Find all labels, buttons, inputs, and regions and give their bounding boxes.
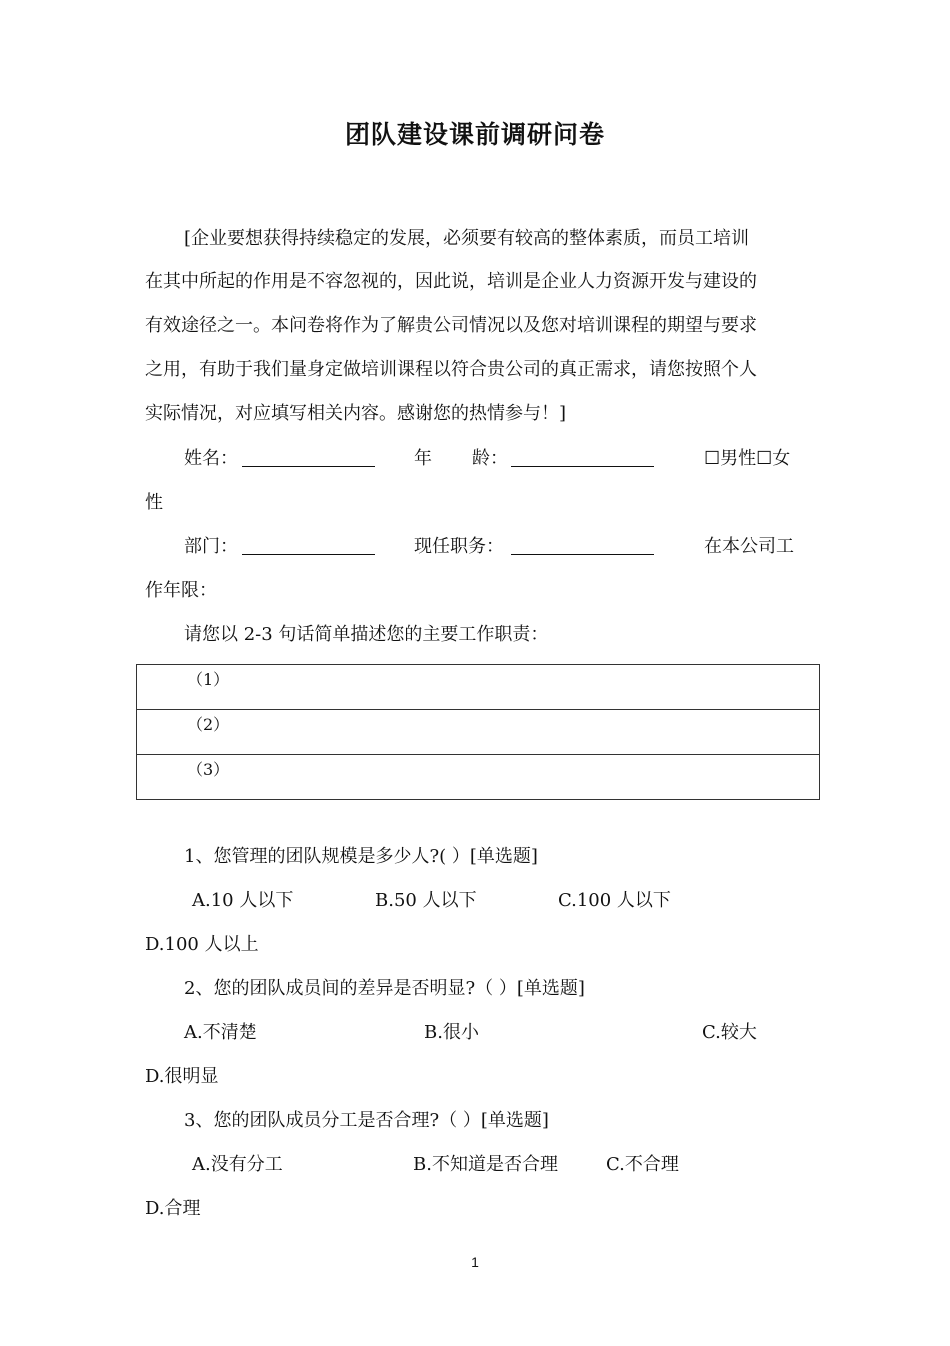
document-title: 团队建设课前调研问卷 (344, 120, 605, 149)
position-label: 现任职务： (414, 536, 504, 557)
q3-option-c[interactable]: C.不合理 (606, 1154, 679, 1175)
age-field[interactable] (511, 466, 654, 467)
department-label: 部门： (184, 536, 238, 557)
intro-line: 实际情况，对应填写相关内容。感谢您的热情参与！] (145, 403, 567, 424)
tenure-label-wrap: 作年限： (145, 580, 217, 601)
duties-table (136, 664, 820, 800)
intro-line: [企业要想获得持续稳定的发展，必须要有较高的整体素质，而员工培训 (184, 228, 750, 249)
department-field[interactable] (242, 554, 375, 555)
name-field[interactable] (242, 466, 375, 467)
gender-options[interactable]: ☐男性☐女 (704, 448, 791, 469)
duties-row-label: （3） (187, 760, 230, 779)
question-3: 3、您的团队成员分工是否合理?（ ）[单选题] (184, 1110, 549, 1131)
q3-option-d[interactable]: D.合理 (145, 1198, 201, 1219)
q3-option-b[interactable]: B.不知道是否合理 (413, 1154, 558, 1175)
intro-line: 之用，有助于我们量身定做培训课程以符合贵公司的真正需求，请您按照个人 (145, 359, 757, 380)
duties-row-label: （2） (187, 715, 230, 734)
q1-option-a[interactable]: A.10 人以下 (192, 890, 294, 911)
q2-option-d[interactable]: D.很明显 (145, 1066, 219, 1087)
duties-row[interactable] (137, 665, 819, 710)
q2-option-b[interactable]: B.很小 (424, 1022, 479, 1043)
duties-row[interactable] (137, 755, 819, 799)
duties-row-label: （1） (187, 670, 230, 689)
name-label: 姓名： (184, 448, 238, 469)
q1-option-d[interactable]: D.100 人以上 (145, 934, 259, 955)
page-number: 1 (471, 1254, 479, 1270)
question-1: 1、您管理的团队规模是多少人?( ）[单选题] (184, 846, 538, 867)
position-field[interactable] (511, 554, 654, 555)
intro-line: 有效途径之一。本问卷将作为了解贵公司情况以及您对培训课程的期望与要求 (145, 315, 757, 336)
age-label-part2: 龄： (472, 448, 508, 469)
tenure-label: 在本公司工 (704, 536, 794, 557)
intro-line: 在其中所起的作用是不容忽视的，因此说，培训是企业人力资源开发与建设的 (145, 271, 757, 292)
q1-option-c[interactable]: C.100 人以下 (558, 890, 671, 911)
age-label-part1: 年 (414, 448, 432, 469)
q2-option-c[interactable]: C.较大 (702, 1022, 757, 1043)
question-2: 2、您的团队成员间的差异是否明显?（ ）[单选题] (184, 978, 585, 999)
duties-prompt: 请您以 2-3 句话简单描述您的主要工作职责： (184, 624, 549, 645)
q3-option-a[interactable]: A.没有分工 (192, 1154, 283, 1175)
gender-options-wrap: 性 (145, 492, 163, 513)
duties-row[interactable] (137, 710, 819, 755)
q1-option-b[interactable]: B.50 人以下 (375, 890, 477, 911)
q2-option-a[interactable]: A.不清楚 (184, 1022, 257, 1043)
